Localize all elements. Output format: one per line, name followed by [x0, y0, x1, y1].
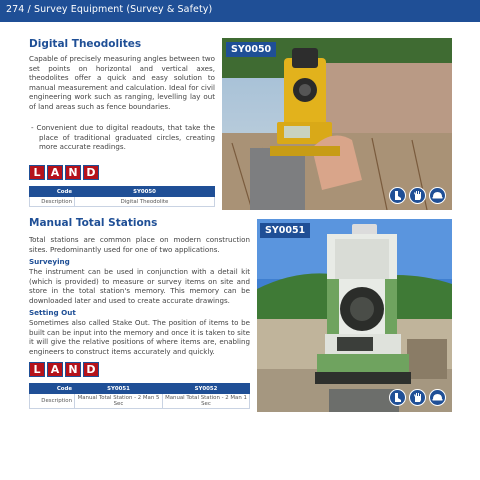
gloves-icon [409, 389, 426, 406]
land-brand-logo [29, 362, 99, 377]
brand-letter: L [29, 165, 45, 180]
product-code-badge: SY0050 [226, 42, 276, 57]
product-description: Manual Total Station - 2 Man 5 Sec [75, 394, 163, 409]
setting-out-text: Sometimes also called Stake Out. The position of items to be built can be input into the memory and once it is taken to site it will give the relative positions of where items are, enabling engineers to construct items accurately and quickly. [29, 318, 250, 356]
table-row [30, 384, 250, 394]
total-station-intro: Total stations are common place on modern construction sites. Predominantly used for one of two applications. [29, 235, 250, 254]
safety-boot-icon [389, 187, 406, 204]
description-label: Description [30, 197, 75, 207]
brand-letter: A [47, 362, 63, 377]
product-code: SY0050 [75, 187, 215, 197]
theodolite-description: Capable of precisely measuring angles between two set points on horizontal and vertical axes, theodolites offer a quick and easy solution to manual measurement and calculation. Ideal for civil engineering work such as ranging, levelling lay out of land areas such as fence boundaries. [29, 54, 215, 111]
subheading-surveying: Surveying [29, 257, 70, 266]
table-row [30, 187, 215, 197]
section-title-manual-total-stations: Manual Total Stations [29, 217, 158, 229]
theodolite-image [222, 38, 452, 210]
safety-boot-icon [389, 389, 406, 406]
page-header-title: 274 / Survey Equipment (Survey & Safety) [6, 4, 213, 15]
total-station-photo [257, 219, 452, 412]
total-station-spec-table [29, 383, 250, 409]
brand-letter: D [83, 362, 99, 377]
land-brand-logo [29, 165, 99, 180]
product-code: SY0052 [163, 384, 250, 394]
gloves-icon [409, 187, 426, 204]
hard-hat-icon [429, 389, 446, 406]
theodolite-bullet: - Convenient due to digital readouts, that take the place of traditional graduated circles, creating more accurate readings. [31, 123, 215, 152]
brand-letter: N [65, 165, 81, 180]
brand-letter: A [47, 165, 63, 180]
product-code: SY0051 [75, 384, 163, 394]
product-description: Manual Total Station - 2 Man 1 Sec [163, 394, 250, 409]
total-station-image [257, 219, 452, 412]
code-label: Code [30, 384, 75, 394]
code-label: Code [30, 187, 75, 197]
description-label: Description [30, 394, 75, 409]
section-title-digital-theodolites: Digital Theodolites [29, 38, 142, 50]
brand-letter: N [65, 362, 81, 377]
product-description: Digital Theodolite [75, 197, 215, 207]
theodolite-spec-table [29, 186, 215, 207]
hard-hat-icon [429, 187, 446, 204]
surveying-text: The instrument can be used in conjunction with a detail kit (which is provided) to measure or survey items on site and store in the total station's memory. This memory can be downloaded later and used to create accurate drawings. [29, 267, 250, 305]
brand-letter: L [29, 362, 45, 377]
theodolite-photo [222, 38, 452, 210]
brand-letter: D [83, 165, 99, 180]
table-row [30, 394, 250, 409]
table-row [30, 197, 215, 207]
subheading-setting-out: Setting Out [29, 308, 76, 317]
product-code-badge: SY0051 [260, 223, 310, 238]
page-header [0, 0, 480, 22]
